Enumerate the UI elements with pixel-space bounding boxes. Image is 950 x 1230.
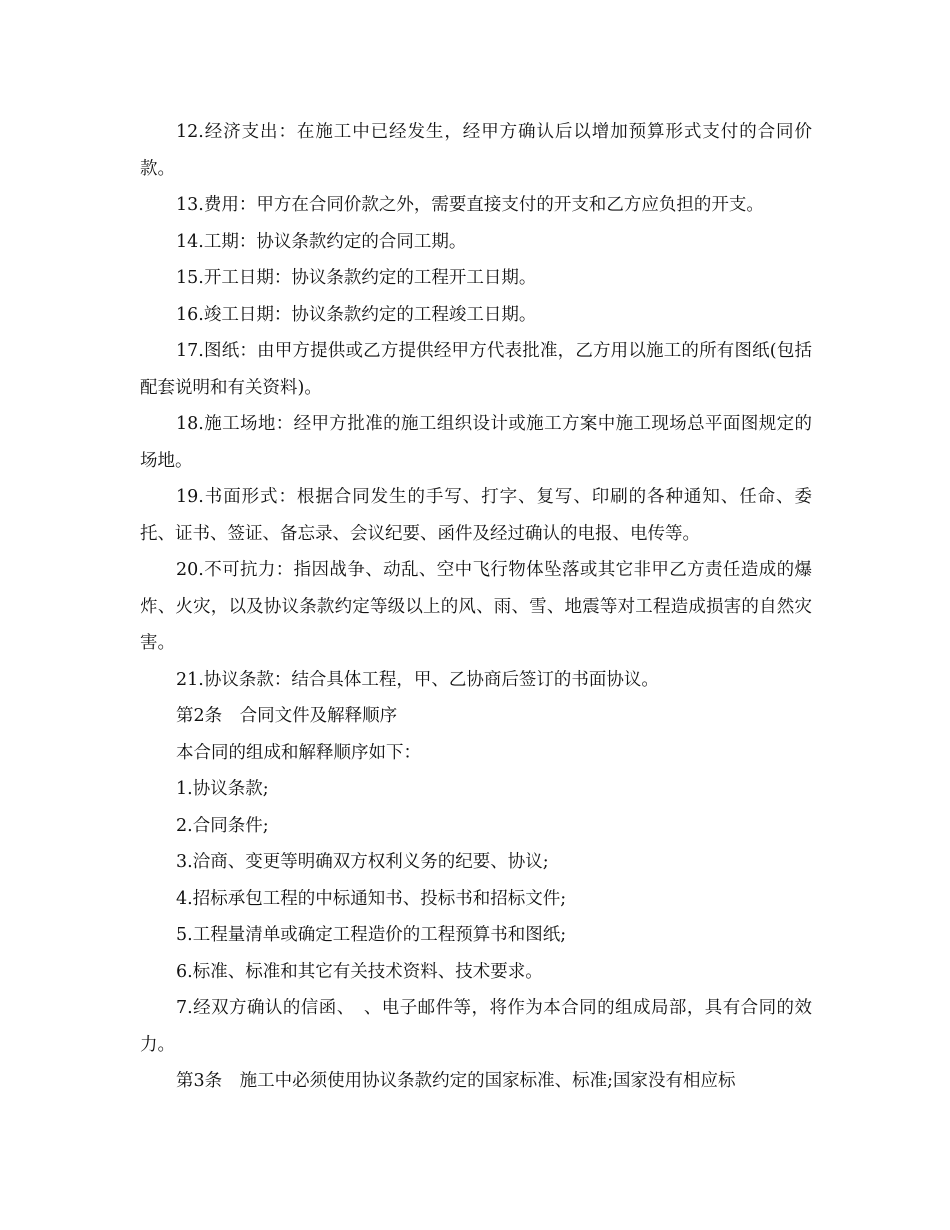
document-body <box>140 114 812 1100</box>
list-item: 5.工程量清单或确定工程造价的工程预算书和图纸; <box>176 925 567 945</box>
article-2-heading: 第2条 合同文件及解释顺序 <box>176 706 398 726</box>
clause-17-drawings: 17.图纸：由甲方提供或乙方提供经甲方代表批准，乙方用以施工的所有图纸(包括配套说明和有关资料)。 <box>140 341 812 398</box>
list-item: 2.合同条件; <box>176 815 269 836</box>
article-3-text: 第3条 施工中必须使用协议条款约定的国家标准、标准;国家没有相应标 <box>176 1071 736 1091</box>
list-item: 1.协议条款; <box>176 779 269 799</box>
list-item: 4.招标承包工程的中标通知书、投标书和招标文件; <box>176 888 567 909</box>
list-item: 6.标准、标准和其它有关技术资料、技术要求。 <box>176 961 543 982</box>
clause-13-costs: 13.费用：甲方在合同价款之外，需要直接支付的开支和乙方应负担的开支。 <box>176 195 764 215</box>
clause-12-economic-expenditure: 12.经济支出：在施工中已经发生，经甲方确认后以增加预算形式支付的合同价款。 <box>140 122 812 179</box>
clause-18-site: 18.施工场地：经甲方批准的施工组织设计或施工方案中施工现场总平面图规定的场地。 <box>140 414 812 471</box>
clause-16-completion-date: 16.竣工日期：协议条款约定的工程竣工日期。 <box>176 304 537 325</box>
list-item: 3.洽商、变更等明确双方权利义务的纪要、协议; <box>176 852 549 872</box>
clause-15-start-date: 15.开工日期：协议条款约定的工程开工日期。 <box>176 268 537 288</box>
clause-14-duration: 14.工期：协议条款约定的合同工期。 <box>176 231 467 252</box>
clause-19-written-form: 19.书面形式：根据合同发生的手写、打字、复写、印刷的各种通知、任命、委托、证书、签证、备忘录、会议纪要、函件及经过确认的电报、电传等。 <box>140 487 812 544</box>
list-item: 7.经双方确认的信函、 、电子邮件等，将作为本合同的组成局部，具有合同的效力。 <box>140 998 812 1055</box>
clause-21-agreement-terms: 21.协议条款：结合具体工程，甲、乙协商后签订的书面协议。 <box>176 669 659 690</box>
clause-20-force-majeure: 20.不可抗力：指因战争、动乱、空中飞行物体坠落或其它非甲乙方责任造成的爆炸、火灾，以及协议条款约定等级以上的风、雨、雪、地震等对工程造成损害的自然灾害。 <box>140 560 812 653</box>
article-2-intro: 本合同的组成和解释顺序如下： <box>176 742 421 763</box>
